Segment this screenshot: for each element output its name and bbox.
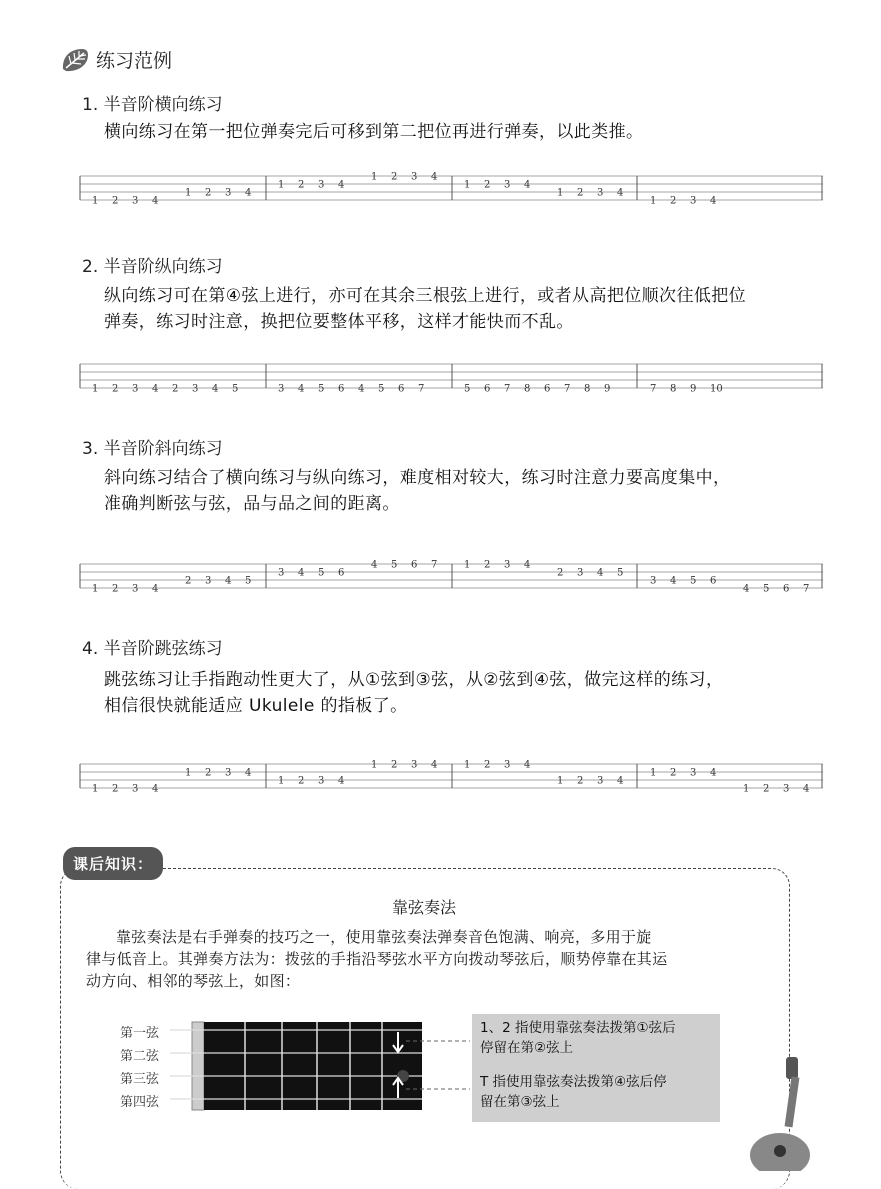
tab-fret-number: 2	[205, 767, 212, 779]
tab-fret-number: 4	[338, 179, 345, 191]
tab-fret-number: 4	[524, 179, 531, 191]
tab-fret-number: 1	[464, 759, 471, 771]
tab-fret-number: 4	[338, 775, 345, 787]
tab-fret-number: 4	[152, 195, 159, 207]
note-2: T 指使用靠弦奏法拨第④弦后停 留在第③弦上	[472, 1068, 720, 1122]
fretboard-diagram	[170, 1016, 470, 1116]
tab-fret-number: 4	[152, 583, 159, 595]
exercise-2-text: 纵向练习可在第④弦上进行，亦可在其余三根弦上进行，或者从高把位顺次往低把位 弹奏，练习时注意，换把位要整体平移，这样才能快而不乱。	[104, 286, 747, 332]
tab-fret-number: 2	[185, 575, 192, 587]
tab-fret-number: 3	[411, 171, 418, 183]
tab-fret-number: 3	[132, 583, 139, 595]
tab-fret-number: 4	[710, 767, 717, 779]
tab-staff-2	[80, 362, 823, 395]
tab-fret-number: 4	[524, 559, 531, 571]
tab-fret-number: 5	[232, 383, 239, 395]
tab-fret-number: 3	[577, 567, 584, 579]
tab-fret-number: 1	[92, 195, 99, 207]
tab-fret-number: 6	[484, 383, 491, 395]
tab-fret-number: 2	[391, 171, 398, 183]
tab-fret-number: 7	[803, 583, 810, 595]
tab-fret-number: 4	[298, 567, 305, 579]
note-1: 1、2 指使用靠弦奏法拨第①弦后 停留在第②弦上	[472, 1014, 720, 1068]
tab-fret-number: 3	[132, 383, 139, 395]
tab-fret-number: 2	[557, 567, 564, 579]
tab-fret-number: 2	[670, 195, 677, 207]
tab-fret-number: 1	[650, 195, 657, 207]
tab-fret-number: 6	[338, 567, 345, 579]
tab-fret-number: 5	[245, 575, 252, 587]
exercise-1-text: 横向练习在第一把位弹奏完后可移到第二把位再进行弹奏，以此类推。	[104, 122, 644, 142]
tab-fret-number: 2	[112, 195, 119, 207]
tab-fret-number: 6	[398, 383, 405, 395]
tab-fret-number: 4	[152, 783, 159, 795]
section-header	[60, 46, 172, 73]
tab-fret-number: 4	[212, 383, 219, 395]
tab-fret-number: 4	[617, 775, 624, 787]
tab-fret-number: 10	[710, 383, 723, 395]
tab-fret-number: 3	[690, 767, 697, 779]
section-title: 练习范例	[96, 50, 173, 72]
knowledge-title: 靠弦奏法	[391, 898, 456, 917]
tab-fret-number: 1	[557, 187, 564, 199]
tab-fret-number: 2	[670, 767, 677, 779]
tab-fret-number: 2	[484, 559, 491, 571]
tab-fret-number: 2	[112, 783, 119, 795]
string-label-3: 第三弦	[120, 1072, 160, 1087]
tab-fret-number: 7	[431, 559, 438, 571]
tab-fret-number: 3	[225, 767, 232, 779]
string-label-2: 第二弦	[120, 1049, 160, 1064]
tab-fret-number: 1	[278, 179, 285, 191]
tab-fret-number: 3	[205, 575, 212, 587]
tab-fret-number: 1	[371, 171, 378, 183]
tab-fret-number: 2	[391, 759, 398, 771]
knowledge-badge: 课后知识：	[63, 847, 163, 880]
tab-fret-number: 1	[185, 187, 192, 199]
tab-fret-number: 1	[650, 767, 657, 779]
tab-fret-number: 4	[431, 171, 438, 183]
tab-fret-number: 1	[92, 383, 99, 395]
tab-fret-number: 1	[371, 759, 378, 771]
exercise-4-heading: 4. 半音阶跳弦练习	[82, 639, 223, 659]
tab-fret-number: 9	[604, 383, 611, 395]
knowledge-text: 靠弦奏法是右手弹奏的技巧之一，使用靠弦奏法弹奏音色饱满、响亮，多用于旋 律与低音上。其弹奏方法为：拨弦的手指沿琴弦水平方向拨动琴弦后，顺势停靠在其运 动方向、相邻的琴弦上，如图：	[86, 928, 668, 990]
tab-fret-number: 2	[763, 783, 770, 795]
tab-fret-number: 4	[524, 759, 531, 771]
tab-fret-number: 7	[564, 383, 571, 395]
tab-fret-number: 4	[710, 195, 717, 207]
tab-fret-number: 5	[318, 383, 325, 395]
tab-fret-number: 2	[298, 179, 305, 191]
tab-fret-number: 2	[172, 383, 179, 395]
tab-fret-number: 4	[670, 575, 677, 587]
tab-fret-number: 1	[743, 783, 750, 795]
tab-fret-number: 2	[484, 759, 491, 771]
tab-fret-number: 3	[225, 187, 232, 199]
tab-staff-3	[80, 559, 823, 595]
tab-fret-number: 5	[378, 383, 385, 395]
exercise-3-heading: 3. 半音阶斜向练习	[82, 439, 223, 459]
tab-fret-number: 2	[112, 383, 119, 395]
tab-fret-number: 6	[710, 575, 717, 587]
tab-fret-number: 1	[92, 783, 99, 795]
tab-fret-number: 5	[391, 559, 398, 571]
tab-fret-number: 3	[597, 187, 604, 199]
tab-fret-number: 4	[617, 187, 624, 199]
tab-fret-number: 5	[690, 575, 697, 587]
string-label-1: 第一弦	[120, 1026, 160, 1041]
tab-fret-number: 9	[690, 383, 697, 395]
tab-fret-number: 2	[205, 187, 212, 199]
tab-staff-1	[80, 171, 823, 207]
tab-fret-number: 5	[318, 567, 325, 579]
tab-fret-number: 1	[185, 767, 192, 779]
tab-fret-number: 3	[132, 783, 139, 795]
exercise-2-heading: 2. 半音阶纵向练习	[82, 257, 223, 277]
exercise-1-heading: 1. 半音阶横向练习	[82, 95, 223, 115]
tab-fret-number: 6	[338, 383, 345, 395]
tab-fret-number: 3	[318, 179, 325, 191]
exercise-3-text: 斜向练习结合了横向练习与纵向练习，难度相对较大，练习时注意力要高度集中， 准确判断弦与弦，品与品之间的距离。	[104, 468, 731, 514]
tab-fret-number: 8	[670, 383, 677, 395]
tab-fret-number: 4	[803, 783, 810, 795]
tab-fret-number: 5	[763, 583, 770, 595]
string-label-4: 第四弦	[120, 1095, 160, 1110]
tab-fret-number: 3	[132, 195, 139, 207]
tab-fret-number: 3	[597, 775, 604, 787]
tab-fret-number: 3	[318, 775, 325, 787]
tab-fret-number: 3	[504, 179, 511, 191]
tab-fret-number: 1	[464, 559, 471, 571]
tab-fret-number: 6	[783, 583, 790, 595]
tab-fret-number: 4	[152, 383, 159, 395]
ukulele-icon	[740, 1055, 820, 1171]
tab-fret-number: 4	[245, 767, 252, 779]
tab-fret-number: 3	[278, 383, 285, 395]
tab-fret-number: 6	[411, 559, 418, 571]
tab-fret-number: 3	[783, 783, 790, 795]
tab-fret-number: 2	[484, 179, 491, 191]
tab-fret-number: 7	[418, 383, 425, 395]
tab-fret-number: 6	[544, 383, 551, 395]
exercise-4-text: 跳弦练习让手指跑动性更大了，从①弦到③弦，从②弦到④弦，做完这样的练习， 相信很快就能适应 Ukulele 的指板了。	[104, 670, 724, 716]
tab-fret-number: 3	[650, 575, 657, 587]
tab-fret-number: 3	[504, 559, 511, 571]
tab-fret-number: 4	[225, 575, 232, 587]
tab-fret-number: 7	[504, 383, 511, 395]
tab-fret-number: 4	[358, 383, 365, 395]
leaf-icon	[60, 47, 90, 73]
tab-fret-number: 4	[597, 567, 604, 579]
tab-fret-number: 4	[743, 583, 750, 595]
tab-staff-4	[80, 759, 823, 795]
tab-fret-number: 4	[431, 759, 438, 771]
tab-fret-number: 4	[371, 559, 378, 571]
tab-fret-number: 1	[278, 775, 285, 787]
tab-fret-number: 7	[650, 383, 657, 395]
tab-fret-number: 4	[298, 383, 305, 395]
tab-fret-number: 8	[524, 383, 531, 395]
tab-fret-number: 3	[690, 195, 697, 207]
tab-fret-number: 2	[577, 775, 584, 787]
tab-fret-number: 2	[577, 187, 584, 199]
tab-fret-number: 4	[245, 187, 252, 199]
tab-fret-number: 5	[464, 383, 471, 395]
tab-fret-number: 2	[112, 583, 119, 595]
tab-fret-number: 3	[278, 567, 285, 579]
tab-fret-number: 3	[192, 383, 199, 395]
tab-fret-number: 1	[464, 179, 471, 191]
tab-fret-number: 5	[617, 567, 624, 579]
tab-fret-number: 1	[92, 583, 99, 595]
tab-fret-number: 2	[298, 775, 305, 787]
tab-fret-number: 3	[411, 759, 418, 771]
tab-fret-number: 1	[557, 775, 564, 787]
tab-fret-number: 8	[584, 383, 591, 395]
tab-fret-number: 3	[504, 759, 511, 771]
